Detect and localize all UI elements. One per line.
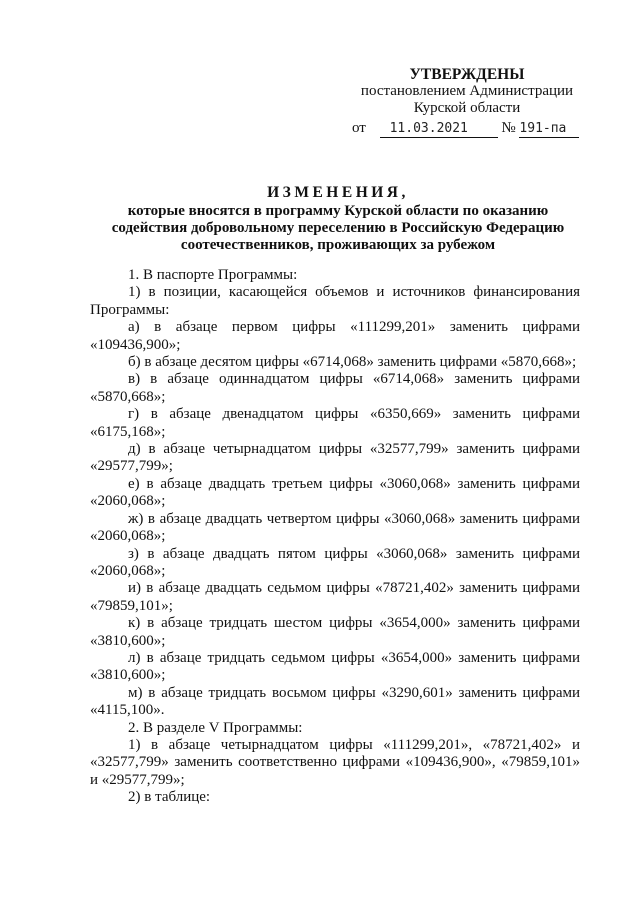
paragraph: м) в абзаце тридцать восьмом цифры «3290,601» заменить цифрами «4115,100». bbox=[90, 684, 580, 719]
approval-number: 191-па bbox=[519, 121, 567, 136]
heading-title: ИЗМЕНЕНИЯ, bbox=[267, 184, 409, 201]
paragraph: а) в абзаце первом цифры «111299,201» заменить цифрами «109436,900»; bbox=[90, 319, 580, 353]
approval-title: УТВЕРЖДЕНЫ bbox=[409, 66, 525, 83]
paragraph: 1. В паспорте Программы: bbox=[128, 267, 298, 283]
approval-date-row bbox=[352, 120, 582, 138]
paragraph: 2. В разделе V Программы: bbox=[128, 719, 303, 736]
paragraph: ж) в абзаце двадцать четвертом цифры «3060,068» заменить цифрами «2060,068»; bbox=[90, 510, 580, 545]
paragraph: в) в абзаце одиннадцатом цифры «6714,068» заменить цифрами «5870,668»; bbox=[90, 371, 580, 405]
from-label: от bbox=[352, 120, 366, 136]
document-heading bbox=[90, 184, 586, 254]
approval-region: Курской области bbox=[413, 100, 521, 116]
paragraph: л) в абзаце тридцать седьмом цифры «3654,000» заменить цифрами «3810,600»; bbox=[90, 649, 580, 684]
paragraph: е) в абзаце двадцать третьем цифры «3060,068» заменить цифрами «2060,068»; bbox=[90, 475, 580, 510]
paragraph: б) в абзаце десятом цифры «6714,068» заменить цифрами «5870,668»; bbox=[128, 354, 577, 371]
paragraph: к) в абзаце тридцать шестом цифры «3654,000» заменить цифрами «3810,600»; bbox=[90, 615, 580, 649]
approval-stamp bbox=[352, 66, 582, 138]
approval-date: 11.03.2021 bbox=[389, 121, 468, 136]
paragraph: д) в абзаце четырнадцатом цифры «32577,799» заменить цифрами «29577,799»; bbox=[90, 441, 580, 475]
paragraph: 1) в абзаце четырнадцатом цифры «111299,201», «78721,402» и «32577,799» заменить соответственно цифрами «109436,900», «79859,101» и «29577,799»; bbox=[90, 736, 580, 788]
paragraph: 2) в таблице: bbox=[128, 789, 211, 806]
heading-subtitle: которые вносятся в программу Курской области по оказанию содействия добровольному переселению в Российскую Федерацию соотечественников, проживающих за рубежом bbox=[111, 203, 565, 253]
number-label: № bbox=[501, 120, 516, 136]
paragraph: 1) в позиции, касающейся объемов и источников финансирования Программы: bbox=[90, 284, 580, 318]
paragraph: з) в абзаце двадцать пятом цифры «3060,068» заменить цифрами «2060,068»; bbox=[90, 545, 580, 579]
paragraph: и) в абзаце двадцать седьмом цифры «78721,402» заменить цифрами «79859,101»; bbox=[90, 580, 580, 614]
document-body bbox=[90, 267, 580, 807]
approval-authority: постановлением Администрации bbox=[360, 83, 574, 99]
paragraph: г) в абзаце двенадцатом цифры «6350,669» заменить цифрами «6175,168»; bbox=[90, 406, 580, 440]
